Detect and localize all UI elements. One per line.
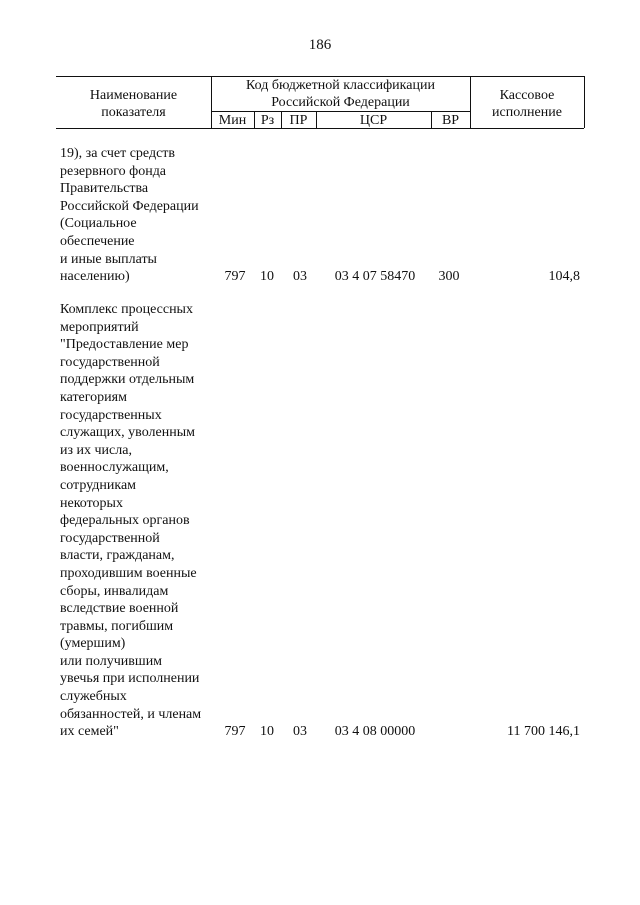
row-name-line: из их числа, — [60, 442, 132, 458]
row-name-line: (Социальное — [60, 216, 137, 232]
row-name-line: обязанностей, и членам — [60, 706, 202, 722]
row-min: 797 — [224, 269, 246, 285]
row-name-line: военнослужащим, — [60, 460, 169, 476]
table-row — [0, 301, 640, 741]
row-name-line: некоторых — [60, 495, 123, 511]
row-name-line: или получившим — [60, 653, 163, 669]
row-vr: 300 — [438, 269, 460, 285]
row-name-line: сотрудникам — [60, 477, 137, 493]
row-name-line: Комплекс процессных — [60, 302, 193, 317]
row-name-line: сборы, инвалидам — [60, 583, 169, 599]
row-name-line: категориям — [60, 389, 127, 405]
row-csr: 03 4 08 00000 — [334, 724, 416, 740]
row-pr: 03 — [293, 269, 307, 285]
row-rz: 10 — [260, 724, 274, 740]
row-name-line: их семей" — [60, 724, 119, 740]
row-name-line: травмы, погибшим — [60, 618, 174, 634]
table-row — [0, 145, 640, 286]
row-csr: 03 4 07 58470 — [334, 269, 416, 285]
row-name-line: государственных — [60, 407, 162, 423]
row-name-line: "Предоставление мер — [60, 337, 189, 353]
row-name-line: служащих, уволенным — [60, 425, 195, 441]
row-name-line: мероприятий — [60, 319, 139, 335]
row-amount: 11 700 146,1 — [507, 724, 580, 740]
header-subcol-rz: Рз — [260, 113, 275, 128]
row-name-line: вследствие военной — [60, 601, 179, 617]
row-name-line: населению) — [60, 269, 130, 285]
header-name-col: Наименование показателя — [89, 88, 178, 120]
header-subcol-vr: ВР — [441, 113, 460, 128]
table-header — [56, 76, 584, 129]
row-rz: 10 — [260, 269, 274, 285]
header-code-group: Код бюджетной классификации Российской Федерации — [246, 78, 435, 110]
row-name-line: резервного фонда — [60, 163, 167, 179]
row-pr: 03 — [293, 724, 307, 740]
row-name-line: государственной — [60, 354, 160, 370]
row-name — [60, 145, 220, 286]
row-name-line: (умершим) — [60, 636, 126, 652]
row-name-line: Российской Федерации — [60, 198, 199, 214]
row-name-line: 19), за счет средств — [60, 146, 176, 161]
row-amount: 104,8 — [548, 269, 580, 285]
row-min: 797 — [224, 724, 246, 740]
row-name-line: поддержки отдельным — [60, 372, 195, 388]
row-name — [60, 301, 220, 741]
header-amount-col: Кассовое исполнение — [492, 88, 562, 120]
header-subcol-csr: ЦСР — [359, 113, 388, 128]
row-name-line: власти, гражданам, — [60, 548, 175, 564]
row-name-line: и иные выплаты — [60, 251, 157, 267]
row-name-line: государственной — [60, 530, 160, 546]
row-name-line: Правительства — [60, 181, 149, 197]
row-name-line: увечья при исполнении — [60, 671, 200, 687]
header-subcol-min: Мин — [218, 113, 247, 128]
row-name-line: обеспечение — [60, 233, 135, 249]
page-number: 186 — [308, 37, 332, 53]
row-name-line: проходившим военные — [60, 565, 197, 581]
row-name-line: федеральных органов — [60, 513, 190, 529]
row-name-line: служебных — [60, 689, 127, 705]
header-subcol-pr: ПР — [289, 113, 308, 128]
